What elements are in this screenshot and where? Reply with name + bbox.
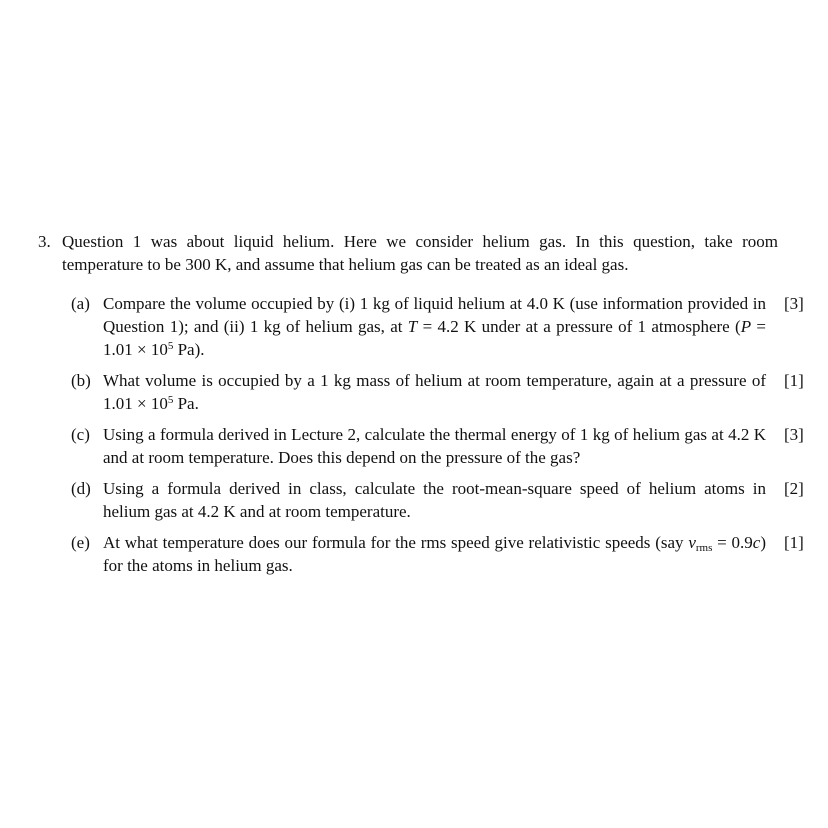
part-b [38, 369, 804, 415]
part-text-segment: Pa. [173, 394, 199, 413]
part-e [38, 531, 804, 577]
marks-badge: [1] [784, 371, 804, 390]
part-text-segment: = 0.9 [712, 533, 753, 552]
part-text: Using a formula derived in class, calculate the root-mean-square speed of helium atoms in helium gas at 4.2 K and at room temperature. [103, 479, 766, 521]
part-label: (e) [71, 533, 90, 552]
math-variable: T [407, 317, 418, 336]
part-a [38, 292, 804, 361]
math-variable: c [752, 533, 761, 552]
part-text: Using a formula derived in Lecture 2, calculate the thermal energy of 1 kg of helium gas at 4.2 K and at room temperature. Does this depend on the pressure of the gas? [103, 425, 766, 467]
marks-badge: [3] [784, 425, 804, 444]
question-number: 3. [38, 232, 51, 251]
part-text-segment: Compare the volume occupied by (i) 1 kg of liquid helium at 4.0 K (use information provided in Question 1); and (ii) 1 kg of helium gas, at [103, 294, 766, 336]
part-label: (a) [71, 294, 90, 313]
subscript: rms [695, 542, 713, 554]
part-text-segment: = 4.2 K under at a pressure of 1 atmosphere ( [417, 317, 741, 336]
question-parts [38, 292, 804, 577]
math-variable: v [688, 533, 696, 552]
marks-badge: [1] [784, 533, 804, 552]
part-label: (d) [71, 479, 91, 498]
part-text [103, 292, 766, 361]
question-intro [38, 230, 778, 276]
part-label: (b) [71, 371, 91, 390]
part-c [38, 423, 804, 469]
part-text-segment: At what temperature does our formula for the rms speed give relativistic speeds (say [103, 533, 689, 552]
part-text [103, 369, 766, 415]
exponent: 5 [167, 340, 174, 352]
part-text [103, 531, 766, 577]
part-label: (c) [71, 425, 90, 444]
question-3 [38, 230, 804, 585]
exponent: 5 [167, 394, 174, 406]
part-text-segment: = 1.01 × 10 [103, 317, 766, 359]
part-text-segment: Pa). [173, 340, 205, 359]
part-text-segment: ) for the atoms in helium gas. [103, 533, 766, 575]
math-variable: P [740, 317, 752, 336]
marks-badge: [3] [784, 294, 804, 313]
marks-badge: [2] [784, 479, 804, 498]
question-intro-text: Question 1 was about liquid helium. Here we consider helium gas. In this question, take room temperature to be 300 K, and assume that helium gas can be treated as an ideal gas. [62, 232, 778, 274]
part-text-segment: What volume is occupied by a 1 kg mass of helium at room temperature, again at a pressure of 1.01 × 10 [103, 371, 766, 413]
part-d [38, 477, 804, 523]
